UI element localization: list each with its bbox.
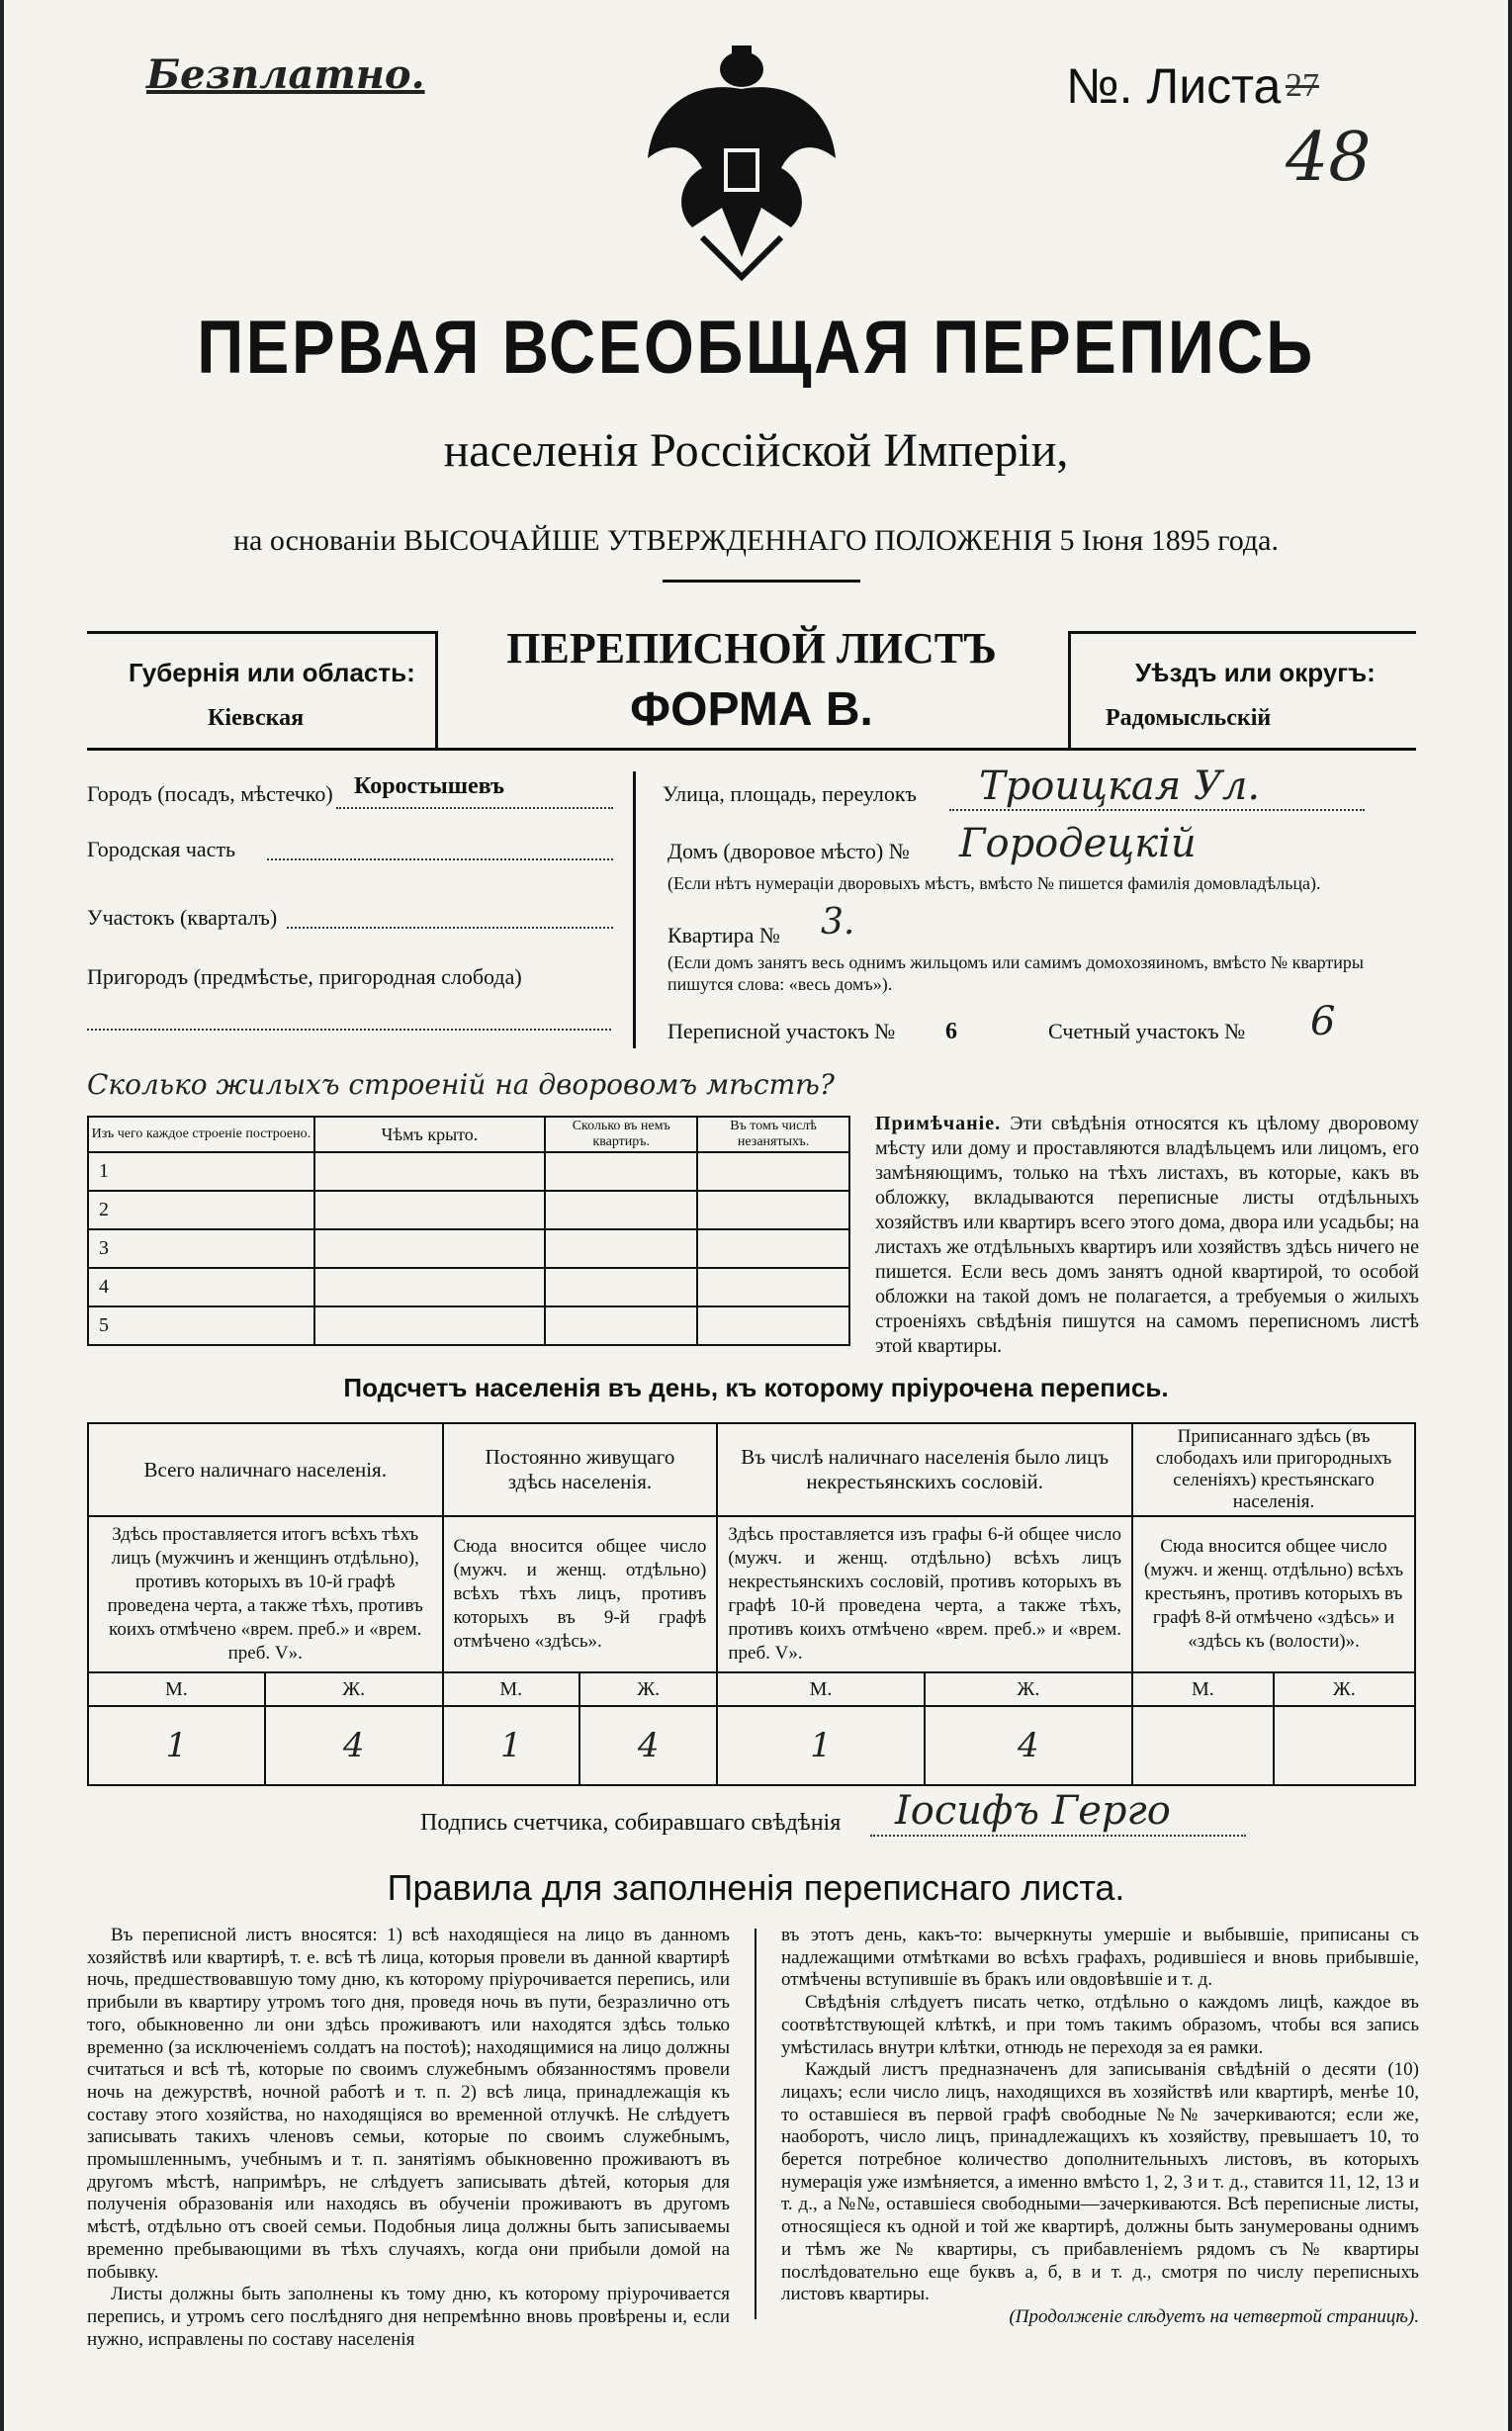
buildings-header-apartments: Сколько въ немъ квартиръ. [545, 1117, 697, 1152]
house-label: Домъ (дворовое мѣсто) № [667, 839, 910, 863]
title-divider [663, 580, 860, 583]
page-left-edge [0, 0, 4, 2431]
row-number: 5 [88, 1306, 314, 1345]
house-note: (Если нѣтъ нумераціи дворовыхъ мѣстъ, вмѣсто № пишется фамилія домовладѣльца). [667, 873, 1321, 893]
row-number: 4 [88, 1268, 314, 1306]
sheet-number-handwritten: 48 [1286, 119, 1372, 197]
population-desc-permanent: Сюда вносится общее число (мужч. и женщ. отдѣльно) всѣхъ тѣхъ лицъ, противъ которыхъ въ 9-й графѣ отмѣчено «здѣсь». [443, 1516, 718, 1672]
free-label: Безплатно. [146, 51, 425, 98]
f-label: Ж. [579, 1672, 717, 1706]
table-row [88, 1306, 849, 1345]
form-title: ПЕРЕПИСНОЙ ЛИСТЪ [506, 624, 997, 673]
rules-column-divider [755, 1929, 756, 2319]
buildings-note [875, 1112, 1419, 1359]
permanent-female-value: 4 [579, 1706, 717, 1785]
table-row [88, 1268, 849, 1306]
row-number: 2 [88, 1191, 314, 1229]
page-right-edge [1508, 0, 1512, 2431]
non-peasant-male-value: 1 [717, 1706, 924, 1785]
buildings-header-roof: Чѣмъ крыто. [314, 1117, 546, 1152]
row-number: 1 [88, 1152, 314, 1191]
total-male-value: 1 [88, 1706, 265, 1785]
sheet-number-label: №. Листа [1066, 58, 1282, 114]
rules-title: Правила для заполненія переписнаго листа. [387, 1867, 1125, 1908]
suburb-label: Пригородъ (предмѣстье, пригородная слобода) [87, 964, 522, 989]
sheet-number-crossed: 27 [1286, 67, 1319, 104]
title-basis: на основаніи ВЫСОЧАЙШЕ УТВЕРЖДЕННАГО ПОЛОЖЕНІЯ 5 Іюня 1895 года. [233, 524, 1279, 557]
population-desc-peasant: Сюда вносится общее число (мужч. и женщ. отдѣльно) всѣхъ крестьянъ, противъ которыхъ въ графѣ 8-й отмѣчено «здѣсь» и «здѣсь къ (волости)». [1132, 1516, 1415, 1672]
m-label: М. [1132, 1672, 1274, 1706]
m-label: М. [88, 1672, 265, 1706]
district-label: Участокъ (кварталъ) [87, 905, 278, 930]
row-number: 3 [88, 1229, 314, 1268]
signature-label: Подпись счетчика, собиравшаго свѣдѣнія [420, 1810, 842, 1836]
house-value: Городецкій [959, 821, 1197, 866]
census-area-label: Переписной участокъ № [667, 1019, 896, 1043]
non-peasant-female-value: 4 [925, 1706, 1132, 1785]
city-part-label: Городская часть [87, 837, 236, 861]
rules-continued: (Продолженіе слѣдуетъ на четвертой страницѣ). [1009, 2305, 1419, 2327]
table-row [88, 1152, 849, 1191]
title-sub: населенія Россійской Имперіи, [443, 424, 1069, 477]
buildings-note-title: Примѣчаніе. [875, 1113, 1002, 1134]
population-head-permanent: Постоянно живущаго здѣсь населенія. [443, 1423, 718, 1516]
rules-right-para-1: въ этотъ день, какъ-то: вычеркнуты умершіе и выбывшіе, приписаны съ надлежащими отмѣтками во всѣхъ графахъ, родившіеся и вновь прибывшіе, отмѣчены вступившіе въ бракъ или овдовѣвшіе и т. д. [781, 1925, 1419, 1991]
apartment-value: 3. [821, 902, 855, 943]
rules-right-column [781, 1925, 1419, 2329]
uezd-label: Уѣздъ или округъ: [1135, 658, 1376, 687]
uezd-value: Радомысльскій [1106, 705, 1272, 731]
f-label: Ж. [925, 1672, 1132, 1706]
apartment-note: (Если домъ занятъ весь однимъ жильцомъ или самимъ домохозяиномъ, вмѣсто № квартиры пишутся слова: «весь домъ»). [667, 952, 1364, 994]
table-row [88, 1229, 849, 1268]
population-desc-total: Здѣсь проставляется итогъ всѣхъ тѣхъ лицъ (мужчинъ и женщинъ отдѣльно), противъ которыхъ въ 10-й графѣ проведена черта, а также тѣхъ, противъ коихъ отмѣчено «врем. преб.» и «врем. преб. V». [88, 1516, 443, 1672]
city-label: Городъ (посадъ, мѣстечко) [87, 781, 333, 806]
m-label: М. [717, 1672, 924, 1706]
buildings-question: Сколько жилыхъ строеній на дворовомъ мѣстѣ? [87, 1068, 835, 1101]
title-main: ПЕРВАЯ ВСЕОБЩАЯ ПЕРЕПИСЬ [197, 306, 1315, 390]
signature-value: Іосифъ Герго [895, 1788, 1171, 1834]
form-subtitle: ФОРМА В. [630, 683, 873, 736]
address-divider [633, 771, 636, 1048]
apartment-label: Квартира № [667, 923, 780, 947]
imperial-eagle-icon [633, 40, 850, 287]
f-label: Ж. [265, 1672, 443, 1706]
permanent-male-value: 1 [443, 1706, 580, 1785]
street-label: Улица, площадь, переулокъ [663, 781, 917, 806]
population-title: Подсчетъ населенія въ день, къ которому пріурочена перепись. [343, 1373, 1169, 1402]
buildings-header-vacant: Въ томъ числѣ незанятыхъ. [697, 1117, 849, 1152]
total-female-value: 4 [265, 1706, 443, 1785]
population-desc-non-peasant: Здѣсь проставляется изъ графы 6-й общее число (мужч. и женщ. отдѣльно) всѣхъ лицъ некрестьянскихъ сословій, противъ которыхъ въ графѣ 10-й проведена черта, а также тѣхъ, противъ коихъ отмѣчено «врем. преб.» и «врем. преб. V». [717, 1516, 1132, 1672]
population-table [87, 1422, 1416, 1786]
rules-right-para-2: Свѣдѣнія слѣдуетъ писать четко, отдѣльно о каждомъ лицѣ, каждое въ соотвѣтствующей клѣткѣ, и при томъ такимъ образомъ, чтобы вся запись умѣстилась внутри клѣтки, отнюдь не переходя за ея рамки. [781, 1992, 1419, 2058]
buildings-table [87, 1116, 850, 1346]
buildings-header-material: Изъ чего каждое строеніе построено. [88, 1117, 314, 1152]
rules-left-column [87, 1925, 730, 2351]
rules-right-para-3: Каждый листъ предназначенъ для записыванія свѣдѣній о десяти (10) лицахъ; если число лицъ, находящихся въ хозяйствѣ или квартирѣ, менѣе 10, то оставшіеся въ первой графѣ свободные №№ зачеркиваются; если же, наоборотъ, число лицъ, принадлежащихъ къ хозяйству, превышаетъ 10, то берется потребное количество дополнительныхъ листовъ, въ которыхъ нумерація уже измѣняется, а именно вмѣсто 1, 2, 3 и т. д., ставится 11, 12, 13 и т. д., а №№, оставшіеся свободными—зачеркиваются. Всѣ переписные листы, относящіеся къ одной и той же квартирѣ, должны быть занумерованы однимъ и тѣмъ же № квартиры, съ прибавленіемъ рядомъ съ № квартиры послѣдовательно еще буквъ а, б, в и т. д., смотря по числу переписныхъ листовъ квартиры. [781, 2059, 1419, 2305]
gubernia-label: Губернія или область: [129, 658, 415, 687]
city-value: Коростышевъ [354, 773, 505, 799]
table-row [88, 1191, 849, 1229]
peasant-male-value [1132, 1706, 1274, 1785]
gubernia-value: Кіевская [208, 705, 305, 731]
peasant-female-value [1274, 1706, 1415, 1785]
rules-left-para-2: Листы должны быть заполнены къ тому дню, къ которому пріурочивается перепись, и утромъ сего послѣдняго дня непремѣнно вновь провѣрены и, если нужно, исправлены по составу населенія [87, 2284, 730, 2350]
population-head-non-peasant: Въ числѣ наличнаго населенія было лицъ некрестьянскихъ сословій. [717, 1423, 1132, 1516]
count-area-value: 6 [1310, 999, 1336, 1044]
f-label: Ж. [1274, 1672, 1415, 1706]
buildings-note-text: Эти свѣдѣнія относятся къ цѣлому дворовому мѣсту или дому и проставляются владѣльцемъ или лицомъ, его замѣняющимъ, только на тѣхъ листахъ, въ которые, какъ въ обложку, вкладываются переписные листы отдѣльныхъ хозяйствъ или квартиръ всего этого дома, двора или усадьбы; на листахъ же отдѣльныхъ квартиръ или хозяйствъ здѣсь ничего не пишется. Если весь домъ занятъ одной квартирой, то особой обложки на такой домъ не полагается, а требуемыя о жилыхъ строеніяхъ свѣдѣнія пишутся на самомъ переписномъ листѣ этой квартиры. [875, 1113, 1419, 1357]
population-head-peasant: Приписаннаго здѣсь (въ слободахъ или пригородныхъ селеніяхъ) крестьянскаго населенія. [1132, 1423, 1415, 1516]
street-value: Троицкая Ул. [979, 764, 1261, 809]
rules-left-para-1: Въ переписной листъ вносятся: 1) всѣ находящіеся на лицо въ данномъ хозяйствѣ или квартирѣ, т. е. всѣ тѣ лица, которыя провели въ данной квартирѣ ночь, предшествовавшую тому дню, къ которому пріурочивается перепись, или прибыли въ квартиру утромъ того дня, проведя ночь въ пути, безразлично отъ того, обыкновенно ли они здѣсь проживаютъ или находятся здѣсь только временно (за исключеніемъ солдатъ на постоѣ); находящимися на лицо должны считаться и всѣ тѣ, которые по своимъ служебнымъ обязанностямъ провели ночь на дежурствѣ, ночной работѣ и т. п. 2) всѣ лица, принадлежащія къ составу этого хозяйства, но находящіяся во временной отлучкѣ. Не слѣдуетъ записывать такихъ членовъ семьи, которые по своимъ служебнымъ, промышленнымъ, учебнымъ и т. п. занятіямъ обыкновенно проживаютъ въ другомъ мѣстѣ, напримѣръ, не слѣдуетъ записывать дѣтей, которыя для полученія образованія или находясь въ обученіи проживаютъ въ другомъ мѣстѣ, отдѣльно отъ своей семьи. Подобныя лица должны быть записываемы временно пребывающими въ тѣхъ случаяхъ, когда они прибыли домой на побывку. [87, 1925, 730, 2283]
m-label: М. [443, 1672, 580, 1706]
census-area-value: 6 [945, 1019, 957, 1044]
count-area-label: Счетный участокъ № [1048, 1019, 1246, 1043]
population-head-total: Всего наличнаго населенія. [88, 1423, 443, 1516]
